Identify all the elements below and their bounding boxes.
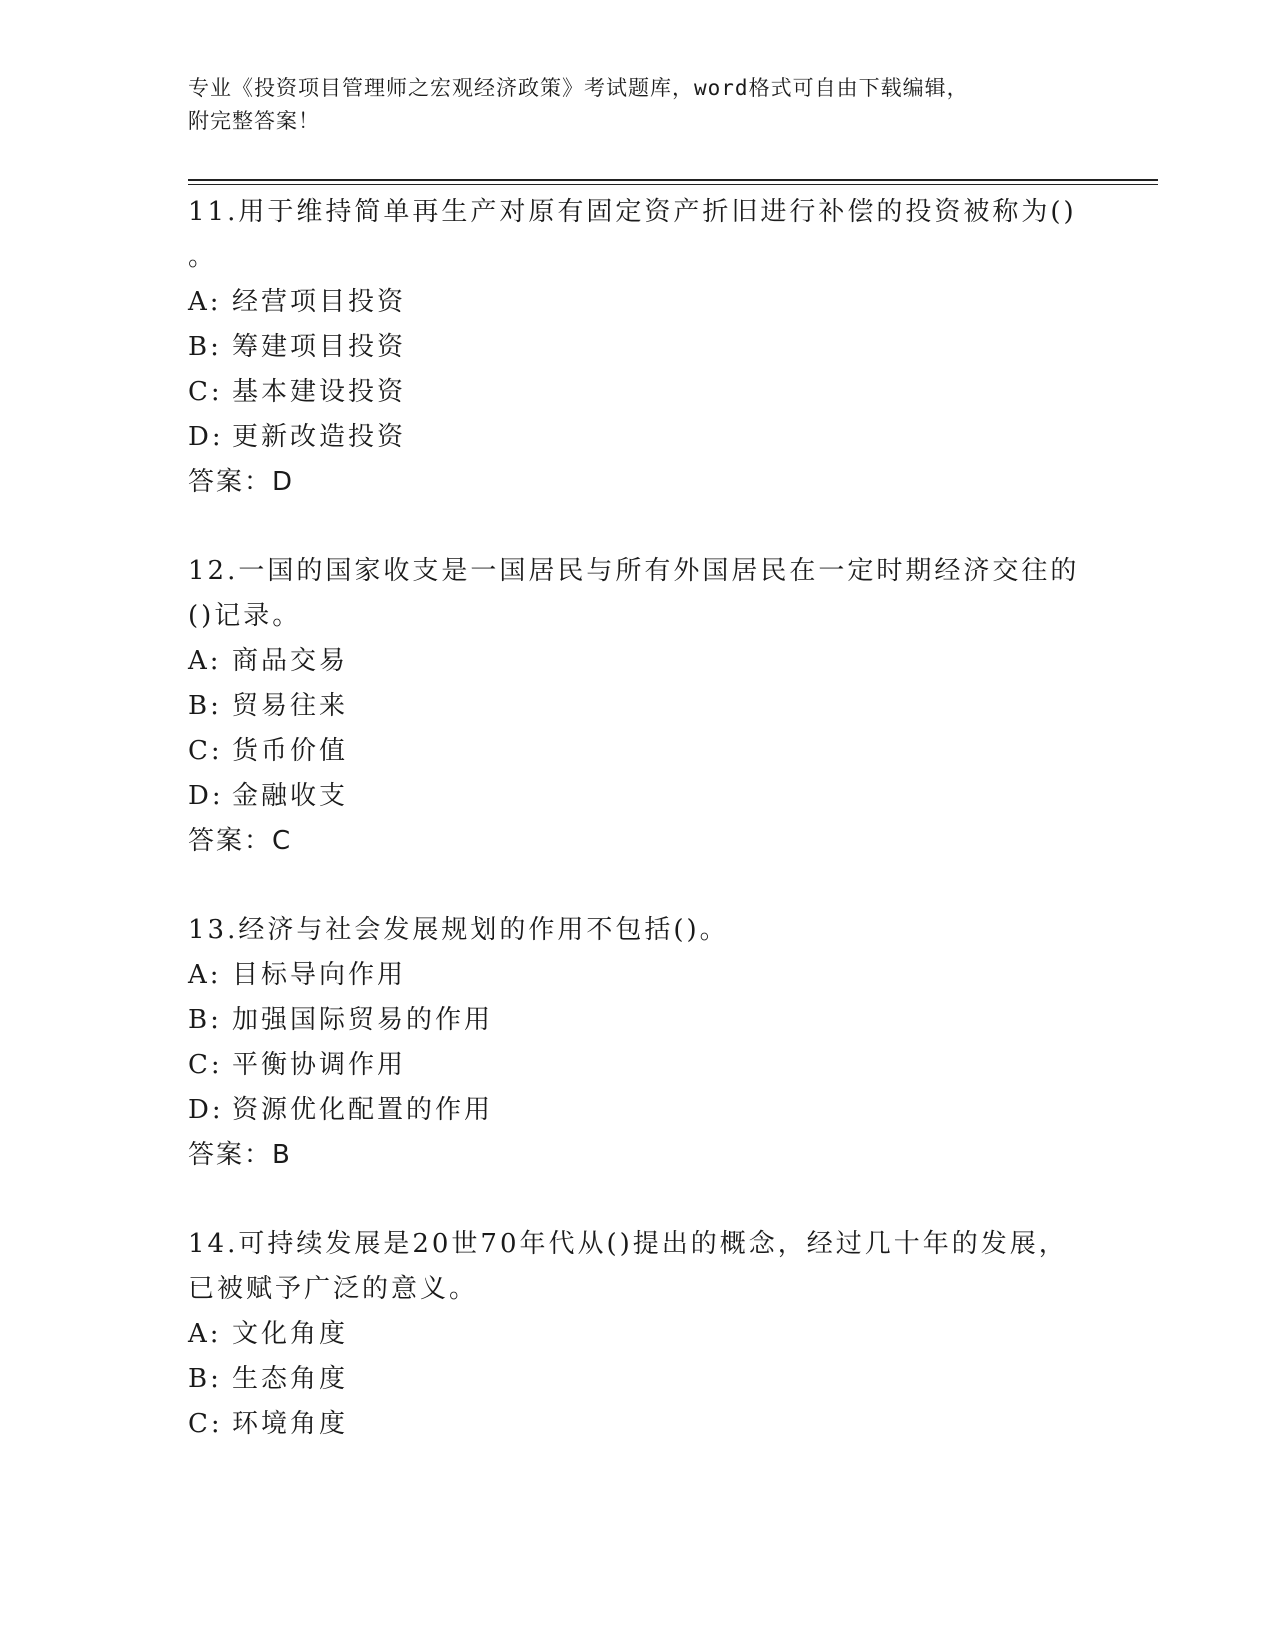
option-c	[188, 729, 1088, 774]
option-letter: D:	[188, 1095, 224, 1125]
option-a	[188, 1312, 1088, 1357]
option-d	[188, 415, 1088, 460]
question-11	[188, 190, 1088, 505]
option-letter: C:	[188, 377, 223, 407]
option-letter: A:	[188, 960, 222, 990]
option-text: 贸易往来	[232, 691, 349, 721]
option-b	[188, 998, 1088, 1043]
option-letter: B:	[188, 691, 222, 721]
option-letter: B:	[188, 1005, 222, 1035]
answer-label: 答案：B	[188, 1140, 292, 1170]
question-list	[188, 190, 1088, 1447]
option-text: 生态角度	[232, 1364, 349, 1394]
option-a	[188, 280, 1088, 325]
option-text: 商品交易	[232, 646, 349, 676]
question-stem-line: 14.可持续发展是20世70年代从()提出的概念，经过几十年的发展，	[188, 1229, 1068, 1259]
option-text: 环境角度	[232, 1409, 349, 1439]
header-divider-thin	[188, 184, 1158, 185]
option-letter: C:	[188, 1409, 223, 1439]
option-c	[188, 370, 1088, 415]
option-d	[188, 774, 1088, 819]
option-letter: C:	[188, 736, 223, 766]
option-b	[188, 325, 1088, 370]
question-stem-line: 。	[188, 242, 218, 272]
option-text: 更新改造投资	[232, 422, 407, 452]
option-letter: A:	[188, 1319, 222, 1349]
option-letter: D:	[188, 422, 224, 452]
option-text: 目标导向作用	[232, 960, 407, 990]
question-12	[188, 549, 1088, 864]
option-text: 文化角度	[232, 1319, 349, 1349]
question-stem-line: 已被赋予广泛的意义。	[188, 1274, 479, 1304]
document-header	[188, 72, 1088, 138]
header-divider-thick	[188, 179, 1158, 181]
question-stem	[188, 549, 1088, 639]
option-d	[188, 1088, 1088, 1133]
option-letter: B:	[188, 332, 222, 362]
option-text: 筹建项目投资	[232, 332, 407, 362]
option-text: 货币价值	[232, 736, 349, 766]
option-a	[188, 953, 1088, 998]
option-text: 经营项目投资	[232, 287, 407, 317]
option-text: 资源优化配置的作用	[232, 1095, 494, 1125]
option-letter: A:	[188, 646, 222, 676]
question-stem	[188, 1222, 1088, 1312]
question-stem-line: 11.用于维持简单再生产对原有固定资产折旧进行补偿的投资被称为()	[188, 197, 1077, 227]
question-stem	[188, 190, 1088, 280]
answer-label: 答案：C	[188, 826, 293, 856]
option-b	[188, 1357, 1088, 1402]
option-text: 加强国际贸易的作用	[232, 1005, 494, 1035]
option-text: 基本建设投资	[232, 377, 407, 407]
question-stem	[188, 908, 1088, 953]
option-letter: B:	[188, 1364, 222, 1394]
option-letter: A:	[188, 287, 222, 317]
option-text: 平衡协调作用	[232, 1050, 407, 1080]
option-b	[188, 684, 1088, 729]
option-letter: D:	[188, 781, 224, 811]
question-stem-line: 13.经济与社会发展规划的作用不包括()。	[188, 915, 729, 945]
question-14	[188, 1222, 1088, 1447]
question-13	[188, 908, 1088, 1178]
option-c	[188, 1043, 1088, 1088]
option-text: 金融收支	[232, 781, 349, 811]
option-a	[188, 639, 1088, 684]
question-stem-line: ()记录。	[188, 601, 302, 631]
option-letter: C:	[188, 1050, 223, 1080]
question-stem-line: 12.一国的国家收支是一国居民与所有外国居民在一定时期经济交往的	[188, 556, 1080, 586]
header-line-1: 专业《投资项目管理师之宏观经济政策》考试题库，word格式可自由下载编辑，	[188, 76, 969, 100]
answer-label: 答案：D	[188, 467, 295, 497]
header-line-2: 附完整答案！	[188, 109, 320, 133]
option-c	[188, 1402, 1088, 1447]
